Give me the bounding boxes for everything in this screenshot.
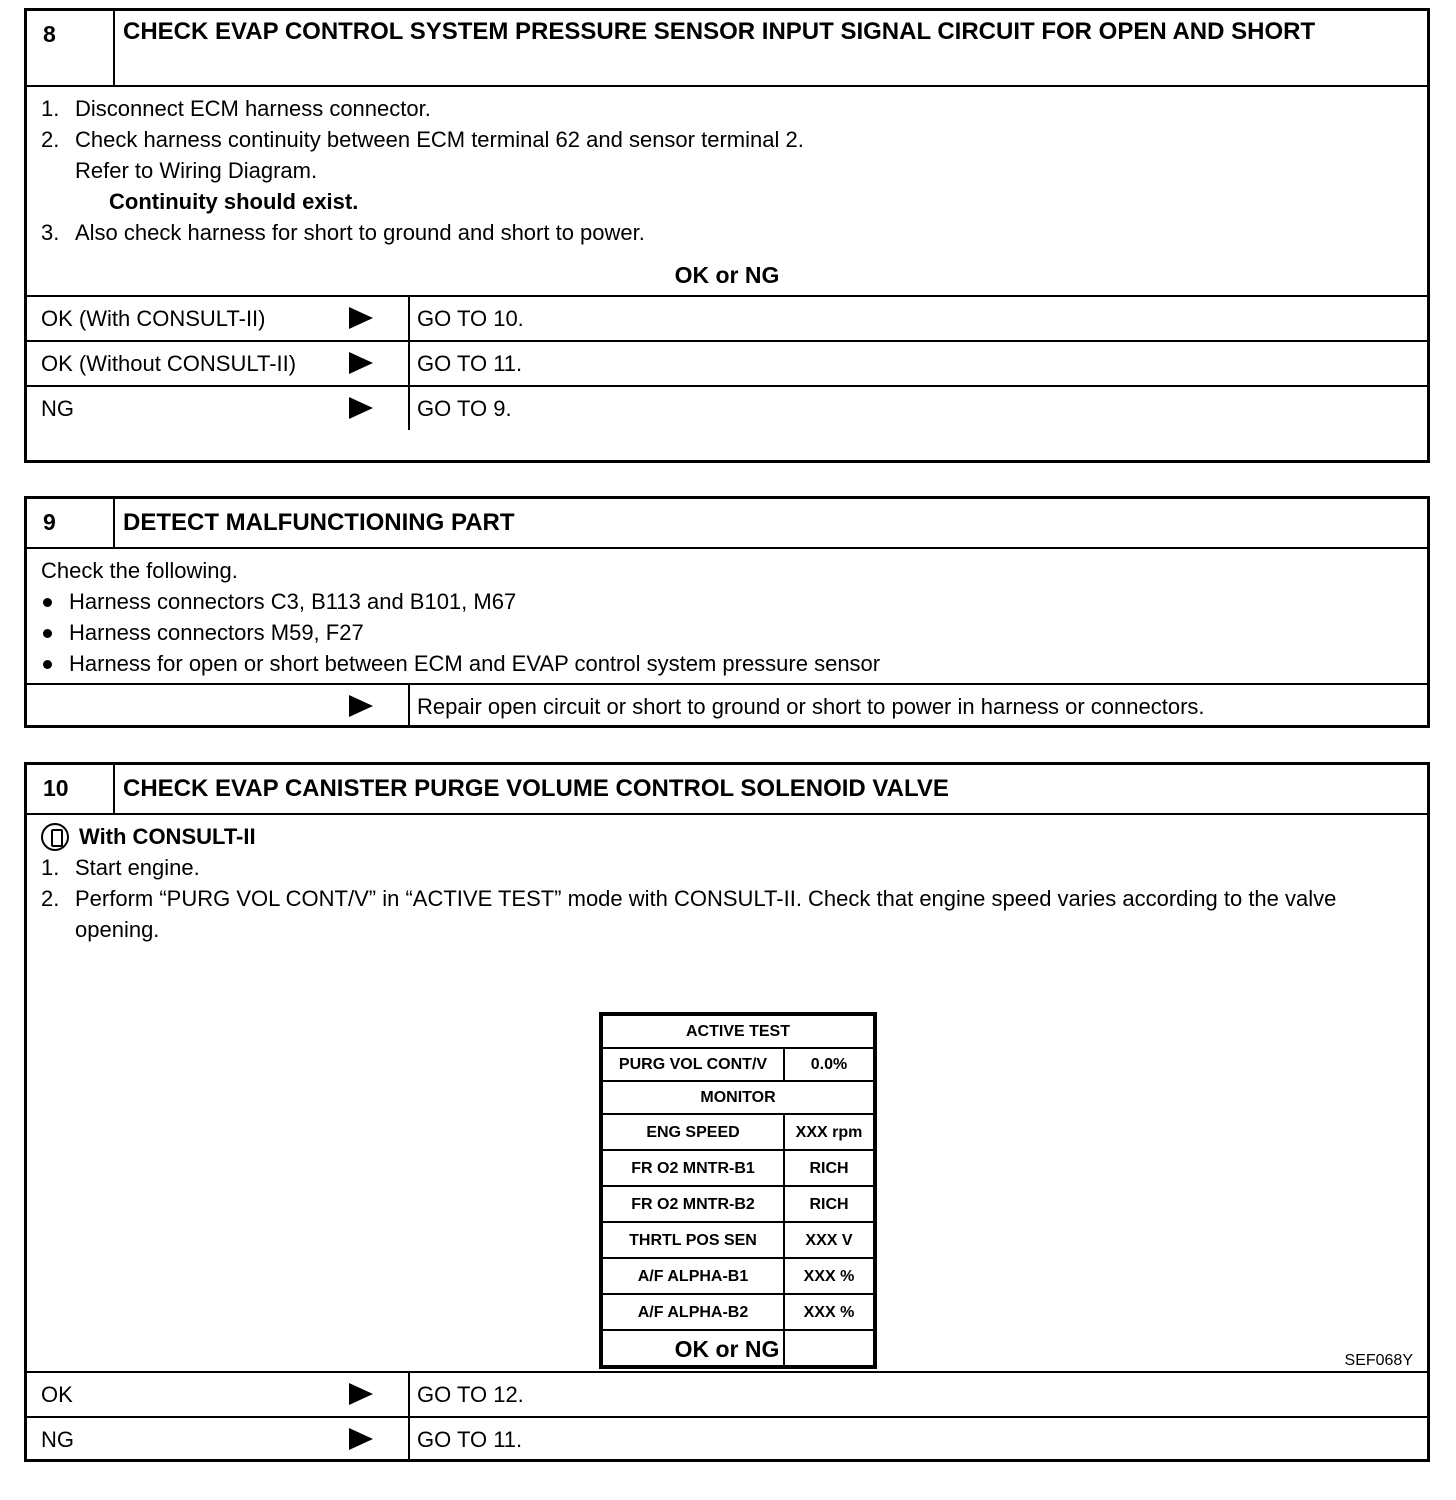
step-9-body (27, 549, 1427, 683)
step-title: DETECT MALFUNCTIONING PART (123, 509, 515, 536)
arrow-right-icon (349, 307, 373, 329)
step-8-header (27, 11, 1427, 87)
test-item-value: 0.0% (784, 1048, 874, 1081)
intro-text: Check the following. (41, 558, 238, 583)
spec-text: Continuity should exist. (109, 189, 359, 214)
monitor-item-name: ENG SPEED (602, 1114, 784, 1150)
result-action: GO TO 10. (417, 306, 524, 331)
consult-heading: With CONSULT-II (41, 821, 1413, 852)
monitor-item-name: THRTL POS SEN (602, 1222, 784, 1258)
result-label: NG (41, 396, 74, 421)
arrow-right-icon (349, 1383, 373, 1405)
list-item: 2. Check harness continuity between ECM terminal 62 and sensor terminal 2. (41, 127, 804, 152)
step-10-body (27, 815, 1427, 1371)
step-8-box (24, 8, 1430, 463)
step-title: CHECK EVAP CANISTER PURGE VOLUME CONTROL SOLENOID VALVE (123, 775, 949, 802)
ok-or-ng-label: OK or NG (674, 262, 780, 288)
result-label: OK (41, 1382, 73, 1407)
result-action: Repair open circuit or short to ground or short to power in harness or connectors. (417, 694, 1205, 719)
result-label: NG (41, 1427, 74, 1452)
bullet-icon (43, 629, 52, 638)
step-title: CHECK EVAP CONTROL SYSTEM PRESSURE SENSOR INPUT SIGNAL CIRCUIT FOR OPEN AND SHORT (123, 18, 1316, 45)
result-row (27, 385, 1427, 430)
monitor-item-value: XXX % (784, 1294, 874, 1330)
arrow-right-icon (349, 397, 373, 419)
monitor-item-name: A/F ALPHA-B2 (602, 1294, 784, 1330)
monitor-item-name: A/F ALPHA-B1 (602, 1258, 784, 1294)
result-action: GO TO 11. (417, 351, 523, 376)
result-row (27, 340, 1427, 385)
list-item: 1. Start engine. (41, 855, 200, 880)
step-9-box (24, 496, 1430, 728)
list-item: 3. Also check harness for short to ground and short to power. (41, 220, 645, 245)
step-9-header (27, 499, 1427, 549)
bullet-icon (43, 660, 52, 669)
monitor-item-value: XXX V (784, 1222, 874, 1258)
monitor-header: MONITOR (602, 1081, 874, 1114)
list-item: Harness connectors C3, B113 and B101, M67 (41, 586, 1413, 617)
step-10-box (24, 762, 1430, 1462)
ok-or-ng-label: OK or NG (674, 1336, 780, 1362)
step-number: 8 (27, 11, 115, 85)
result-row (27, 1416, 1427, 1461)
arrow-right-icon (349, 352, 373, 374)
monitor-item-name: FR O2 MNTR-B1 (602, 1150, 784, 1186)
result-row (27, 1371, 1427, 1416)
step-number: 9 (27, 499, 115, 547)
list-item: Harness connectors M59, F27 (41, 617, 1413, 648)
bullet-icon (43, 598, 52, 607)
result-row (27, 683, 1427, 728)
screen-header: ACTIVE TEST (602, 1015, 874, 1048)
figure-code: SEF068Y (1344, 1352, 1413, 1369)
monitor-item-value: XXX % (784, 1258, 874, 1294)
list-item: 1. Disconnect ECM harness connector. (41, 96, 431, 121)
note-text: Refer to Wiring Diagram. (75, 158, 318, 183)
result-row (27, 295, 1427, 340)
monitor-item-value: RICH (784, 1150, 874, 1186)
monitor-item-name: FR O2 MNTR-B2 (602, 1186, 784, 1222)
step-10-header (27, 765, 1427, 815)
list-item: Harness for open or short between ECM and EVAP control system pressure sensor (41, 648, 1413, 679)
arrow-right-icon (349, 695, 373, 717)
monitor-item-value: RICH (784, 1186, 874, 1222)
step-8-body (27, 87, 1427, 248)
result-action: GO TO 12. (417, 1382, 524, 1407)
result-label: OK (Without CONSULT-II) (41, 351, 297, 376)
consult-active-test-screen (599, 1012, 877, 1369)
arrow-right-icon (349, 1428, 373, 1450)
consult-tester-icon (41, 823, 69, 851)
step-number: 10 (27, 765, 115, 813)
test-item-name: PURG VOL CONT/V (602, 1048, 784, 1081)
monitor-item-value: XXX rpm (784, 1114, 874, 1150)
result-label: OK (With CONSULT-II) (41, 306, 266, 331)
result-action: GO TO 11. (417, 1427, 523, 1452)
list-item: 2. Perform “PURG VOL CONT/V” in “ACTIVE TEST” mode with CONSULT-II. Check that engine speed varies according to the valve opening. (41, 886, 1337, 942)
result-action: GO TO 9. (417, 396, 512, 421)
